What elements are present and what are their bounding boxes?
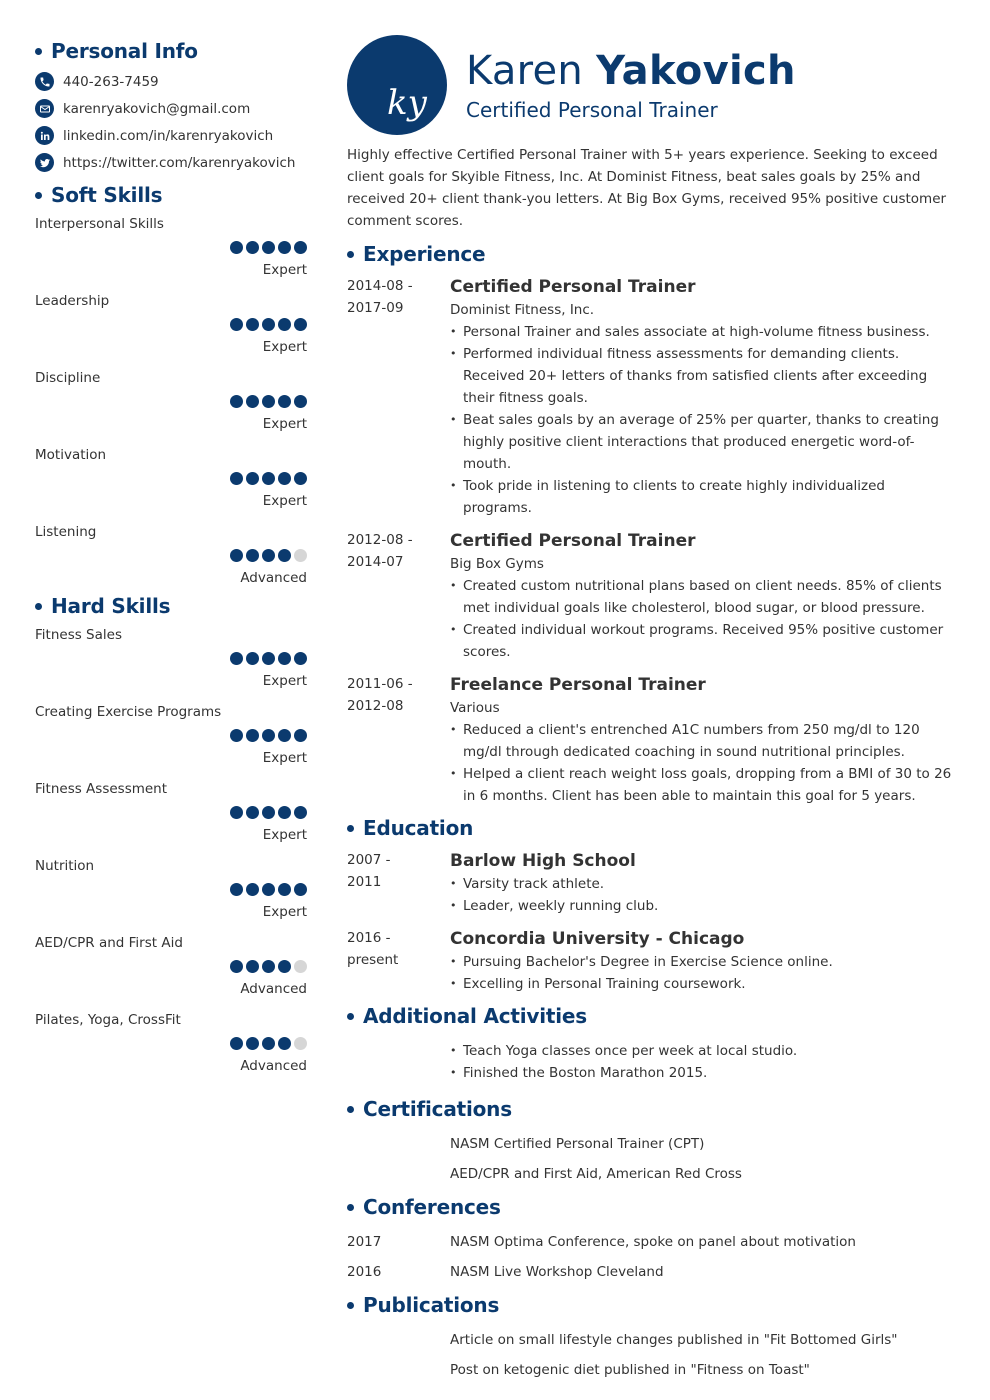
contact-email[interactable]: karenryakovich@gmail.com <box>35 95 307 122</box>
rating-dots <box>227 549 307 562</box>
skill-item: AED/CPR and First Aid Advanced <box>35 935 307 997</box>
entry-bullets: • Pursuing Bachelor's Degree in Exercise Science online. • Excelling in Personal Training coursework. <box>450 951 957 995</box>
experience-entry <box>347 529 957 663</box>
avatar: ky <box>347 35 447 135</box>
entry-bullets: • Personal Trainer and sales associate at high-volume fitness business. • Performed individual fitness assessments for demanding clients. Received 20+ letters of thanks from satisfied clients after exceeding their fitness goals. • Beat sales goals by an average of 25% per quarter, thanks to creating highly positive client interactions that produced energetic word-of-mouth. • Took pride in listening to clients to create highly individualized programs. <box>450 321 957 519</box>
rating-dots <box>227 729 307 742</box>
bullet-icon <box>35 192 42 199</box>
section-title-additional-activities: Additional Activities <box>347 1001 957 1031</box>
publication-item: Article on small lifestyle changes published in "Fit Bottomed Girls" <box>450 1332 898 1348</box>
bullet-icon <box>347 1106 354 1113</box>
entry-school: Concordia University - Chicago <box>450 929 745 949</box>
section-title-publications: Publications <box>347 1290 957 1320</box>
phone-icon <box>35 72 54 91</box>
entry-role: Certified Personal Trainer <box>450 531 696 551</box>
right-column <box>347 34 957 1385</box>
contact-twitter[interactable]: https://twitter.com/karenryakovich <box>35 149 307 176</box>
activities-entry <box>347 1040 957 1084</box>
contact-linkedin[interactable]: linkedin.com/in/karenryakovich <box>35 122 307 149</box>
skill-item: Fitness Assessment Expert <box>35 781 307 843</box>
rating-dots <box>227 1037 307 1050</box>
section-title-certifications: Certifications <box>347 1094 957 1124</box>
entry-role: Certified Personal Trainer <box>450 277 696 297</box>
entry-org: Big Box Gyms <box>450 556 544 572</box>
rating-dots <box>227 806 307 819</box>
section-title-education: Education <box>347 813 957 843</box>
entry-org: Various <box>450 700 500 716</box>
section-title-personal-info: Personal Info <box>35 36 307 66</box>
skill-item: Pilates, Yoga, CrossFit Advanced <box>35 1012 307 1074</box>
section-title-soft-skills: Soft Skills <box>35 180 307 210</box>
rating-dots <box>227 883 307 896</box>
publications-list <box>347 1325 957 1385</box>
skill-item: Motivation Expert <box>35 447 307 509</box>
bullet-icon <box>347 825 354 832</box>
section-title-conferences: Conferences <box>347 1192 957 1222</box>
conferences-list <box>347 1227 957 1287</box>
summary: Highly effective Certified Personal Trainer with 5+ years experience. Seeking to exceed client goals for Skyible Fitness, Inc. At Dominist Fitness, beat sales goals by 25% and received 20+ client thank-you letters. At Big Box Gyms, received 95% positive customer comment scores. <box>347 147 947 229</box>
certification-item: NASM Certified Personal Trainer (CPT) <box>450 1136 705 1152</box>
education-entry <box>347 927 957 995</box>
rating-dots <box>227 472 307 485</box>
left-column <box>35 36 307 1085</box>
contact-list <box>35 68 307 176</box>
bullet-icon <box>347 1013 354 1020</box>
conference-item: 2017 NASM Optima Conference, spoke on panel about motivation <box>347 1234 856 1250</box>
certification-item: AED/CPR and First Aid, American Red Cross <box>450 1166 742 1182</box>
skill-item: Nutrition Expert <box>35 858 307 920</box>
entry-date: 2007 - 2011 <box>347 852 391 890</box>
entry-org: Dominist Fitness, Inc. <box>450 302 595 318</box>
twitter-icon <box>35 153 54 172</box>
hard-skills-list <box>35 623 307 1085</box>
resume-header <box>347 34 957 136</box>
certifications-list <box>347 1129 957 1189</box>
bullet-icon <box>35 603 42 610</box>
conference-item: 2016 NASM Live Workshop Cleveland <box>347 1264 664 1280</box>
entry-date: 2014-08 - 2017-09 <box>347 278 413 316</box>
contact-phone: 440-263-7459 <box>35 68 307 95</box>
entry-bullets: • Varsity track athlete. • Leader, weekly running club. <box>450 873 957 917</box>
full-name: Karen Yakovich <box>466 48 796 94</box>
rating-dots <box>227 960 307 973</box>
skill-item: Creating Exercise Programs Expert <box>35 704 307 766</box>
entry-role: Freelance Personal Trainer <box>450 675 706 695</box>
skill-item: Leadership Expert <box>35 293 307 355</box>
bullet-icon <box>35 48 42 55</box>
entry-bullets: • Reduced a client's entrenched A1C numbers from 250 mg/dl to 120 mg/dl through dedicated coaching in sound nutritional principles. • Helped a client reach weight loss goals, dropping from a BMI of 30 to 26 in 6 months. Client has been able to maintain this goal for 5 years. <box>450 719 957 807</box>
email-icon <box>35 99 54 118</box>
entry-school: Barlow High School <box>450 851 636 871</box>
skill-item: Interpersonal Skills Expert <box>35 216 307 278</box>
bullet-icon <box>347 1302 354 1309</box>
section-title-hard-skills: Hard Skills <box>35 591 307 621</box>
section-title-experience: Experience <box>347 239 957 269</box>
entry-bullets: • Created custom nutritional plans based on client needs. 85% of clients met individual goals like cholesterol, blood sugar, or blood pressure. • Created individual workout programs. Received 95% positive customer scores. <box>450 575 957 663</box>
bullet-icon <box>347 251 354 258</box>
job-title: Certified Personal Trainer <box>466 98 718 122</box>
publication-item: Post on ketogenic diet published in "Fitness on Toast" <box>450 1362 810 1378</box>
name-block <box>466 48 796 122</box>
linkedin-icon <box>35 126 54 145</box>
entry-date: 2011-06 - 2012-08 <box>347 676 413 714</box>
entry-date: 2012-08 - 2014-07 <box>347 532 413 570</box>
rating-dots <box>227 241 307 254</box>
experience-entry <box>347 673 957 807</box>
bullet-icon <box>347 1204 354 1211</box>
education-entry <box>347 849 957 917</box>
rating-dots <box>227 652 307 665</box>
skill-item: Discipline Expert <box>35 370 307 432</box>
skill-item: Fitness Sales Expert <box>35 627 307 689</box>
rating-dots <box>227 395 307 408</box>
soft-skills-list <box>35 212 307 597</box>
experience-entry <box>347 275 957 519</box>
rating-dots <box>227 318 307 331</box>
activities-bullets: • Teach Yoga classes once per week at local studio. • Finished the Boston Marathon 2015. <box>450 1040 957 1084</box>
entry-date: 2016 - present <box>347 930 399 968</box>
skill-item: Listening Advanced <box>35 524 307 586</box>
